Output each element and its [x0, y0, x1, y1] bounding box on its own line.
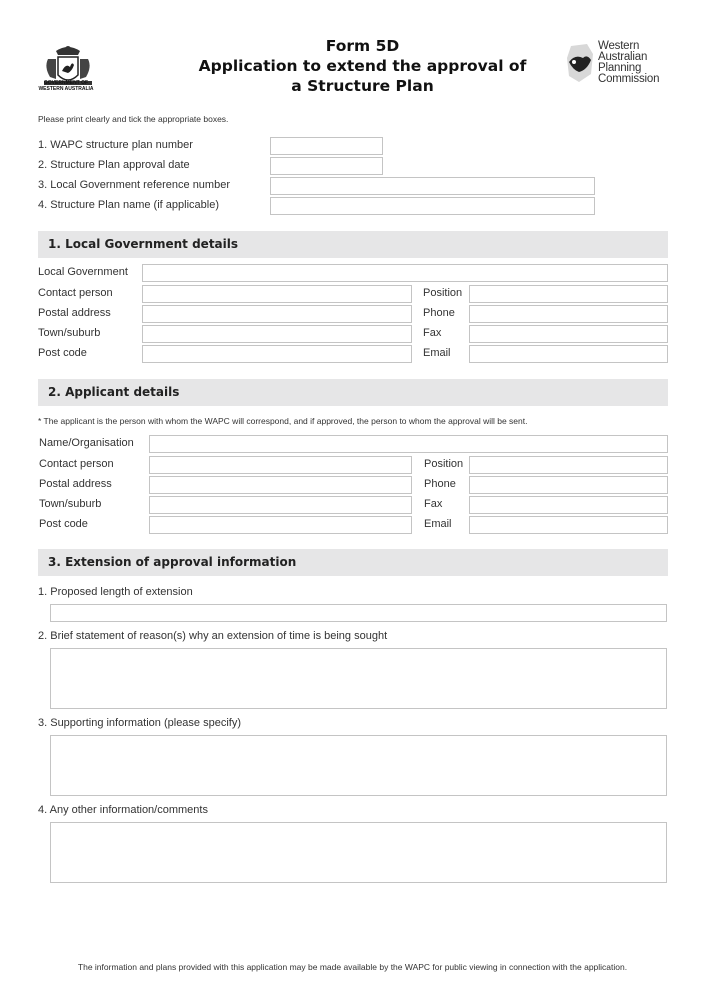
section-extension-header: 3. Extension of approval information	[38, 549, 668, 576]
lg-fax-label: Fax	[423, 327, 442, 339]
supporting-info-textarea[interactable]	[50, 735, 667, 796]
wapc-logo-text: Western Australian Planning Commission	[598, 40, 660, 85]
wapc-plan-number-field[interactable]	[270, 137, 383, 155]
ap-position-label: Position	[424, 458, 464, 470]
ap-postal-address-label: Postal address	[39, 478, 112, 490]
ap-contact-person-field[interactable]	[149, 456, 412, 474]
extension-length-field[interactable]	[50, 604, 667, 622]
ap-fax-field[interactable]	[469, 496, 668, 514]
local-government-field[interactable]	[142, 264, 668, 282]
page-title: Form 5D Application to extend the approval of a Structure Plan	[198, 37, 527, 95]
reason-statement-textarea[interactable]	[50, 648, 667, 709]
ap-contact-person-label: Contact person	[39, 458, 114, 470]
lg-post-code-field[interactable]	[142, 345, 412, 363]
instructions: Please print clearly and tick the appropriate boxes.	[38, 114, 229, 124]
lg-fax-field[interactable]	[469, 325, 668, 343]
lg-town-suburb-field[interactable]	[142, 325, 412, 343]
lg-town-suburb-label: Town/suburb	[38, 327, 101, 339]
government-logo-text: GOVERNMENT OF WESTERN AUSTRALIA	[38, 80, 94, 92]
lg-phone-label: Phone	[423, 307, 455, 319]
supporting-info-label: 3. Supporting information (please specify)	[38, 717, 241, 729]
ap-fax-label: Fax	[424, 498, 443, 510]
lg-postal-address-label: Postal address	[38, 307, 111, 319]
ap-email-label: Email	[424, 518, 452, 530]
ap-post-code-label: Post code	[39, 518, 88, 530]
applicant-note: * The applicant is the person with whom the WAPC will correspond, and if approved, the person to whom the approval will be sent.	[38, 416, 528, 426]
lg-reference-field[interactable]	[270, 177, 595, 195]
ap-email-field[interactable]	[469, 516, 668, 534]
section-applicant-header: 2. Applicant details	[38, 379, 668, 406]
lg-contact-person-field[interactable]	[142, 285, 412, 303]
ap-phone-label: Phone	[424, 478, 456, 490]
plan-name-field[interactable]	[270, 197, 595, 215]
ap-town-suburb-label: Town/suburb	[39, 498, 102, 510]
name-organisation-label: Name/Organisation	[39, 437, 134, 449]
ap-position-field[interactable]	[469, 456, 668, 474]
extension-length-label: 1. Proposed length of extension	[38, 586, 193, 598]
wapc-logo-icon	[565, 40, 595, 86]
ap-town-suburb-field[interactable]	[149, 496, 412, 514]
other-comments-textarea[interactable]	[50, 822, 667, 883]
lg-position-field[interactable]	[469, 285, 668, 303]
plan-name-label: 4. Structure Plan name (if applicable)	[38, 199, 219, 211]
other-comments-label: 4. Any other information/comments	[38, 804, 208, 816]
lg-position-label: Position	[423, 287, 463, 299]
footer-note: The information and plans provided with this application may be made available by the WAPC for public viewing in connection with the application.	[77, 962, 628, 972]
approval-date-label: 2. Structure Plan approval date	[38, 159, 190, 171]
lg-reference-label: 3. Local Government reference number	[38, 179, 230, 191]
approval-date-field[interactable]	[270, 157, 383, 175]
section-local-government-header: 1. Local Government details	[38, 231, 668, 258]
lg-email-field[interactable]	[469, 345, 668, 363]
lg-contact-person-label: Contact person	[38, 287, 113, 299]
local-government-label: Local Government	[38, 266, 128, 278]
reason-statement-label: 2. Brief statement of reason(s) why an extension of time is being sought	[38, 630, 388, 642]
lg-email-label: Email	[423, 347, 451, 359]
lg-postal-address-field[interactable]	[142, 305, 412, 323]
lg-post-code-label: Post code	[38, 347, 87, 359]
ap-phone-field[interactable]	[469, 476, 668, 494]
wapc-plan-number-label: 1. WAPC structure plan number	[38, 139, 193, 151]
ap-postal-address-field[interactable]	[149, 476, 412, 494]
ap-post-code-field[interactable]	[149, 516, 412, 534]
lg-phone-field[interactable]	[469, 305, 668, 323]
name-organisation-field[interactable]	[149, 435, 668, 453]
